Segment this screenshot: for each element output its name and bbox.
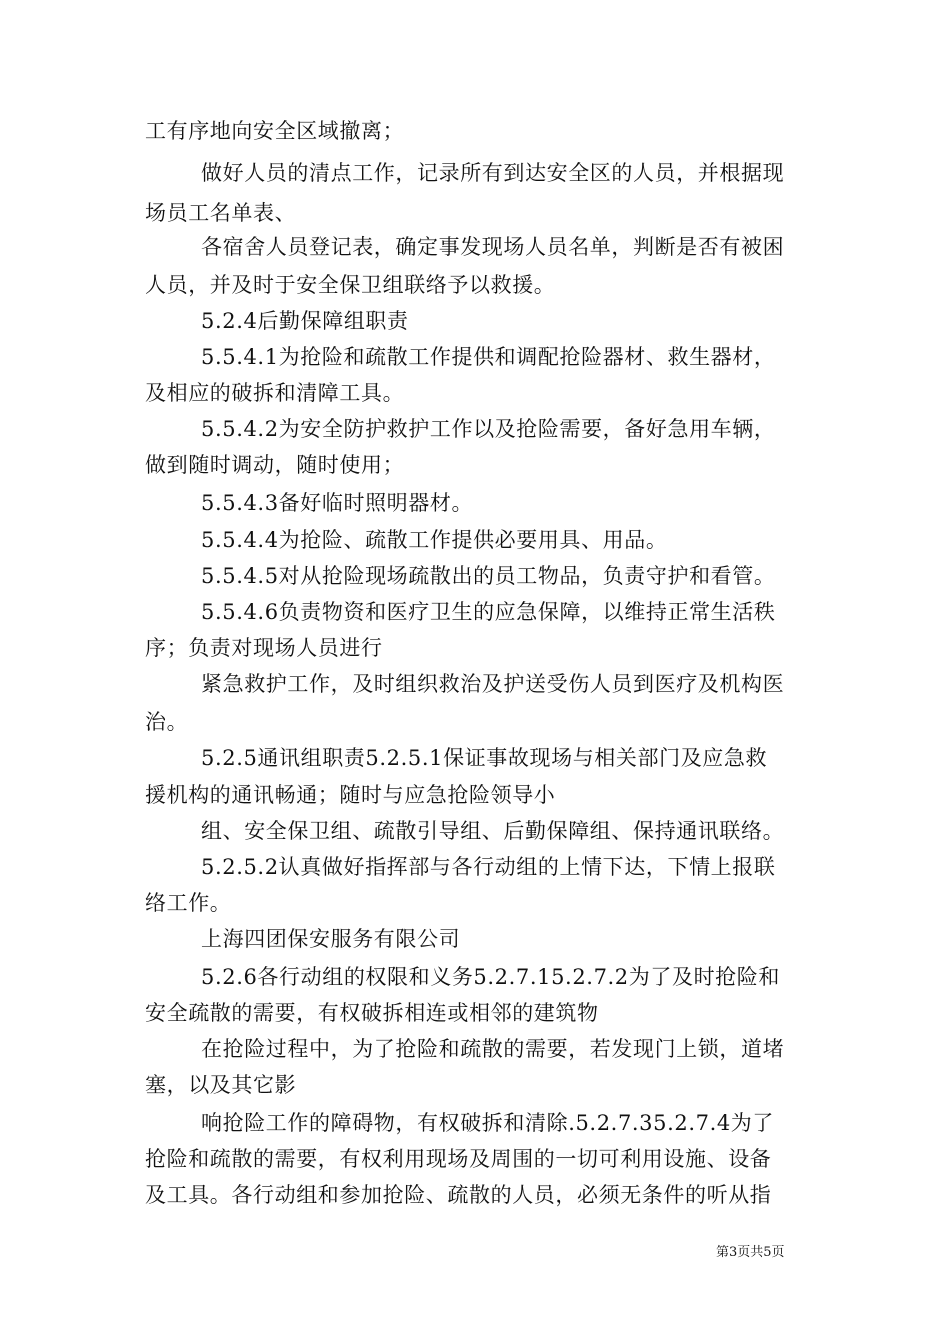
text-line: 5.5.4.1为抢险和疏散工作提供和调配抢险器材、救生器材， <box>201 345 776 369</box>
section-heading: 5.2.4后勤保障组职责 <box>201 309 409 333</box>
text-line: 人员，并及时于安全保卫组联络予以救援。 <box>145 273 556 297</box>
text-line: 抢险和疏散的需要，有权利用现场及周围的一切可利用设施、设备 <box>145 1147 772 1171</box>
page-number: 第3页共5页 <box>716 1245 785 1260</box>
text-line: 序；负责对现场人员进行 <box>145 636 383 660</box>
text-line: 援机构的通讯畅通；随时与应急抢险领导小 <box>145 783 556 807</box>
text-line: 5.5.4.6负责物资和医疗卫生的应急保障，以维持正常生活秩 <box>201 600 776 624</box>
text-line: 各宿舍人员登记表，确定事发现场人员名单，判断是否有被困 <box>201 235 785 259</box>
company-name: 上海四团保安服务有限公司 <box>201 927 461 951</box>
text-line: 在抢险过程中，为了抢险和疏散的需要，若发现门上锁，道堵 <box>201 1037 785 1061</box>
text-line: 5.5.4.4为抢险、疏散工作提供必要用具、用品。 <box>201 528 668 552</box>
text-line: 做到随时调动，随时使用； <box>145 453 405 477</box>
text-line: 场员工名单表、 <box>145 201 297 225</box>
text-line: 及工具。各行动组和参加抢险、疏散的人员，必须无条件的听从指 <box>145 1183 772 1207</box>
text-line: 治。 <box>145 710 189 734</box>
text-line: 做好人员的清点工作，记录所有到达安全区的人员，并根据现 <box>201 161 785 185</box>
text-line: 5.5.4.2为安全防护救护工作以及抢险需要，备好急用车辆， <box>201 417 776 441</box>
text-line: 及相应的破拆和清障工具。 <box>145 381 405 405</box>
text-line: 响抢险工作的障碍物，有权破拆和清除.5.2.7.35.2.7.4为了 <box>201 1111 775 1135</box>
text-line: 紧急救护工作，及时组织救治及护送受伤人员到医疗及机构医 <box>201 672 785 696</box>
text-line: 塞，以及其它影 <box>145 1073 297 1097</box>
text-line: 组、安全保卫组、疏散引导组、后勤保障组、保持通讯联络。 <box>201 819 785 843</box>
text-line: 5.2.5.2认真做好指挥部与各行动组的上情下达，下情上报联 <box>201 855 776 879</box>
section-heading: 5.2.5通讯组职责5.2.5.1保证事故现场与相关部门及应急救 <box>201 746 768 770</box>
text-line: 5.5.4.5对从抢险现场疏散出的员工物品，负责守护和看管。 <box>201 564 776 588</box>
section-heading: 5.2.6各行动组的权限和义务5.2.7.15.2.7.2为了及时抢险和 <box>201 965 780 989</box>
text-line: 工有序地向安全区域撤离； <box>145 119 405 143</box>
text-line: 5.5.4.3备好临时照明器材。 <box>201 491 474 515</box>
text-line: 安全疏散的需要，有权破拆相连或相邻的建筑物 <box>145 1001 599 1025</box>
text-line: 络工作。 <box>145 891 232 915</box>
